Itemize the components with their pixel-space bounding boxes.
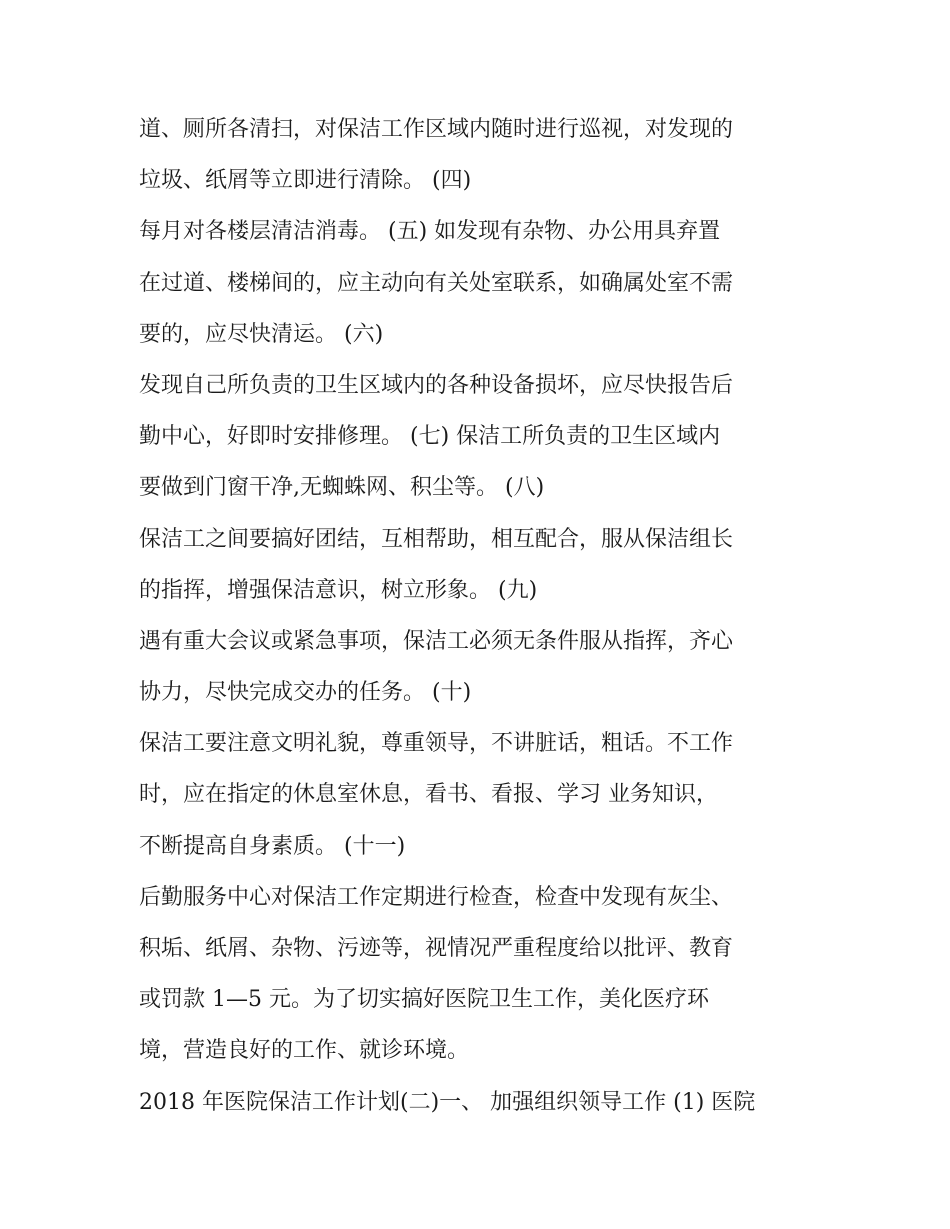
text-line: 积垢、纸屑、杂物、污迹等，视情况严重程度给以批评、教育 bbox=[139, 936, 734, 961]
text-line: 遇有重大会议或紧急事项，保洁工必须无条件服从指挥，齐心 bbox=[139, 628, 734, 654]
document-body bbox=[139, 104, 829, 1128]
text-line: 保洁工要注意文明礼貌，尊重领导，不讲脏话，粗话。不工作 bbox=[139, 731, 734, 757]
text-line: 在过道、楼梯间的，应主动向有关处室联系，如确属处室不需 bbox=[139, 270, 734, 296]
text-line: 或罚款 1—5 元。为了切实搞好医院卫生工作，美化医疗环 bbox=[139, 987, 709, 1013]
text-line: 协力，尽快完成交办的任务。 (十) bbox=[139, 680, 472, 706]
text-line: 垃圾、纸屑等立即进行清除。 (四) bbox=[139, 168, 472, 194]
text-line: 后勤服务中心对保洁工作定期进行检查，检查中发现有灰尘、 bbox=[139, 884, 734, 910]
text-line: 时，应在指定的休息室休息，看书、看报、学习 业务知识， bbox=[139, 782, 718, 808]
text-line: 发现自己所负责的卫生区域内的各种设备损坏，应尽快报告后 bbox=[139, 372, 734, 398]
text-line: 不断提高自身素质。 (十一) bbox=[139, 833, 406, 859]
text-line: 2018 年医院保洁工作计划(二)一、 加强组织领导工作 (1) 医院 bbox=[139, 1089, 756, 1115]
text-line: 要做到门窗干净,无蜘蛛网、积尘等。 (八) bbox=[139, 475, 545, 501]
text-line: 每月对各楼层清洁消毒。 (五) 如发现有杂物、办公用具弃置 bbox=[139, 219, 721, 245]
text-line: 道、厕所各清扫，对保洁工作区域内随时进行巡视，对发现的 bbox=[139, 117, 734, 142]
text-line: 勤中心，好即时安排修理。 (七) 保洁工所负责的卫生区域内 bbox=[139, 424, 721, 450]
text-line: 保洁工之间要搞好团结，互相帮助，相互配合，服从保洁组长 bbox=[139, 526, 734, 552]
text-line: 要的，应尽快清运。 (六) bbox=[139, 321, 384, 347]
text-line: 境，营造良好的工作、就诊环境。 bbox=[139, 1038, 470, 1064]
text-line: 的指挥，增强保洁意识，树立形象。 (九) bbox=[139, 577, 538, 603]
